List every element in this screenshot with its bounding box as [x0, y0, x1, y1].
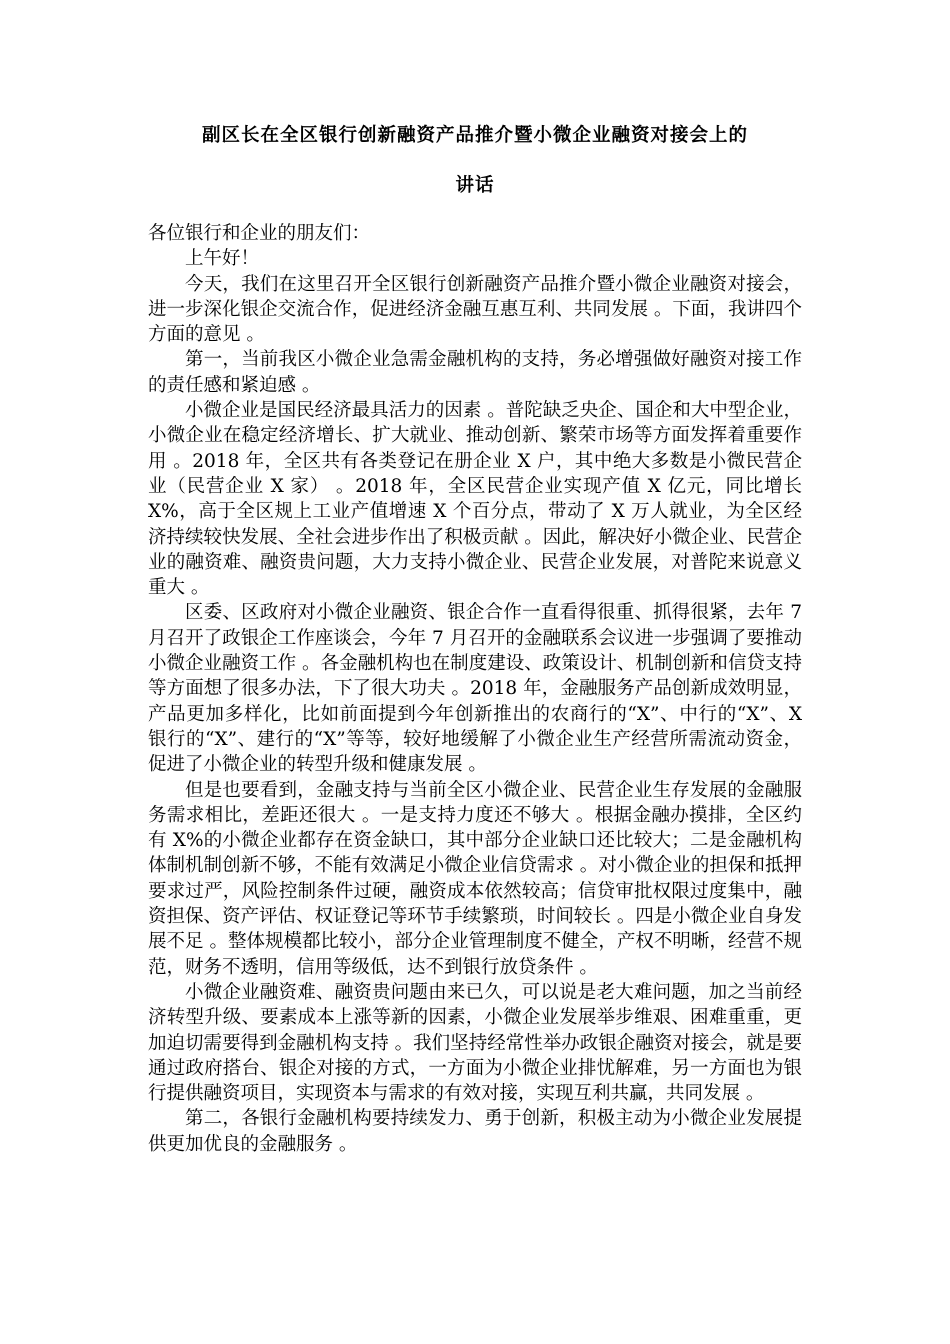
paragraph-difficulties: 小微企业融资难、融资贵问题由来已久，可以说是老大难问题，加之当前经济转型升级、要素成本上涨等新的因素，小微企业发展举步维艰、困难重重，更加迫切需要得到金融机构支持 。我们坚持经常性举办政银企融资对接会，就是要通过政府搭台、银企对接的方式，一方面为小微企业排忧解难，另一方面也为银行提供融资项目，实现资本与需求的有效对接，实现互利共赢，共同发展 。 [148, 981, 802, 1105]
paragraph-point-two-heading: 第二，各银行金融机构要持续发力、勇于创新，积极主动为小微企业发展提供更加优良的金融服务 。 [148, 1108, 802, 1155]
document-title-line-2: 讲话 [455, 175, 495, 196]
paragraph-greeting: 上午好！ [185, 248, 260, 270]
paragraph-gaps: 但是也要看到，金融支持与当前全区小微企业、民营企业生存发展的金融服务需求相比，差距还很大 。一是支持力度还不够大 。根据金融办摸排，全区约有 X%的小微企业都存在资金缺口，其中部分企业缺口还比较大；二是金融机构体制机制创新不够，不能有效满足小微企业信贷需求 。对小微企业的担保和抵押要求过严，风险控制条件过硬，融资成本依然较高；信贷审批权限过度集中，融资担保、资产评估、权证登记等环节手续繁琐，时间较长 。四是小微企业自身发展不足 。整体规模都比较小，部分企业管理制度不健全，产权不明晰，经营不规范，财务不透明，信用等级低，达不到银行放贷条件 。 [148, 779, 802, 978]
document-title-line-1: 副区长在全区银行创新融资产品推介暨小微企业融资对接会上的 [201, 125, 748, 146]
document-body [148, 221, 802, 1157]
paragraph-government-support: 区委、区政府对小微企业融资、银企合作一直看得很重、抓得很紧，去年 7 月召开了政银企工作座谈会，今年 7 月召开的金融联系会议进一步强调了要推动小微企业融资工作 。各金融机构也在制度建设、政策设计、机制创新和信贷支持等方面想了很多办法，下了很大功夫 。2018 年，金融服务产品创新成效明显，产品更加多样化，比如前面提到今年创新推出的农商行的“X”、中行的“X”、X 银行的“X”、建行的“X”等等，较好地缓解了小微企业生产经营所需流动资金，促进了小微企业的转型升级和健康发展 。 [148, 602, 802, 776]
salutation: 各位银行和企业的朋友们： [148, 223, 371, 244]
paragraph-point-one-heading: 第一，当前我区小微企业急需金融机构的支持，务必增强做好融资对接工作的责任感和紧迫感 。 [148, 349, 802, 396]
paragraph-intro: 今天，我们在这里召开全区银行创新融资产品推介暨小微企业融资对接会，进一步深化银企交流合作，促进经济金融互惠互利、共同发展 。下面，我讲四个方面的意见 。 [148, 273, 802, 346]
paragraph-vitality: 小微企业是国民经济最具活力的因素 。普陀缺乏央企、国企和大中型企业，小微企业在稳定经济增长、扩大就业、推动创新、繁荣市场等方面发挥着重要作用 。2018 年，全区共有各类登记在册企业 X 户，其中绝大多数是小微民营企业（民营企业 X 家） 。2018 年，全区民营企业实现产值 X 亿元，同比增长 X%，高于全区规上工业产值增速 X 个百分点，带动了 X 万人就业，为全区经济持续较快发展、全社会进步作出了积极贡献 。因此，解决好小微企业、民营企业的融资难、融资贵问题，大力支持小微企业、民营企业发展，对普陀来说意义重大 。 [148, 400, 802, 599]
